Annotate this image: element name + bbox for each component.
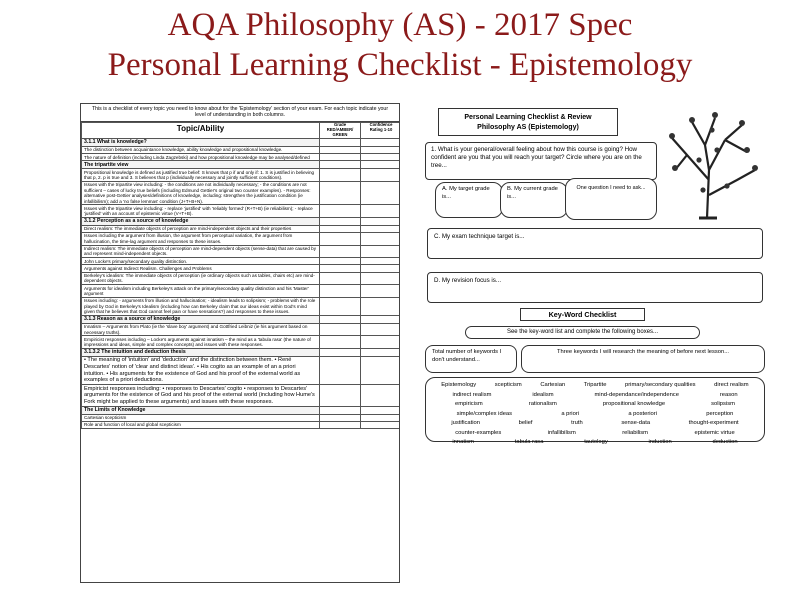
rag-cell	[320, 349, 361, 357]
checklist-body	[82, 138, 401, 428]
checklist-topic-text: Issues with the tripartite view including: - replace 'justified' with 'reliably formed' (R+T+B) (ie reliabilism); - replace 'justified' with an account of epistemic virtue (V+T+B).	[82, 205, 320, 218]
checklist-topic-text: Propositional knowledge is defined as justified true belief: S knows that p if and only if: 1. S is justified in believing that p, 2. p is true and 3. S believes that p (individually necessary and jointly sufficient conditions).	[82, 169, 320, 182]
revision-focus-box: D. My revision focus is...	[427, 272, 763, 303]
checklist-topic-row	[82, 258, 401, 265]
checklist-topic-row	[82, 265, 401, 272]
confidence-column-header: Confidence Rating 1-10	[361, 122, 401, 138]
confidence-cell	[361, 161, 401, 169]
rag-cell	[320, 265, 361, 272]
keyword: Epistemology	[441, 382, 477, 388]
keyword-row	[432, 429, 758, 439]
checklist-topic-text: Role and function of local and global scepticism	[82, 421, 320, 428]
rag-cell	[320, 315, 361, 323]
checklist-topic-row	[82, 233, 401, 246]
checklist-topic-row	[82, 357, 401, 385]
keyword: reliabilism	[622, 429, 649, 436]
confidence-cell	[361, 265, 401, 272]
keyword: perception	[706, 410, 734, 417]
checklist-topic-text: 3.1.3 Reason as a source of knowledge	[82, 315, 320, 323]
keyword: epistemic virtue	[694, 429, 735, 436]
checklist-topic-text: 3.1.1 What is knowledge?	[82, 138, 320, 146]
keyword: tabula rasa	[514, 439, 544, 445]
rag-cell	[320, 421, 361, 428]
confidence-cell	[361, 181, 401, 204]
checklist-table	[81, 122, 400, 429]
keyword: sense-data	[621, 420, 651, 426]
rag-cell	[320, 336, 361, 349]
keyword-total-box: Total number of keywords I don't understand...	[425, 345, 517, 373]
keyword: induction	[648, 439, 672, 445]
checklist-topic-text: Arguments for idealism including Berkeley's attack on the primary/secondary quality distinction and his 'Master' argument	[82, 285, 320, 298]
keyword: solipsism	[711, 401, 735, 407]
checklist-topic-row	[82, 297, 401, 315]
checklist-topic-row	[82, 225, 401, 232]
checklist-topic-row	[82, 323, 401, 336]
checklist-topic-text: Direct realism: The immediate objects of perception are mind-independent objects and their properties	[82, 225, 320, 232]
keyword: thought-experiment	[688, 420, 739, 426]
topic-column-header: Topic/Ability	[82, 122, 320, 138]
checklist-topic-text: The tripartite view	[82, 161, 320, 169]
keyword: counter-examples	[455, 429, 502, 436]
checklist-intro: This is a checklist of every topic you need to know about for the 'Epistemology' section of your exam. For each topic indicate your level of understanding in both columns.	[81, 104, 399, 122]
confidence-cell	[361, 357, 401, 385]
checklist-topic-text: Arguments against Indirect Realism. Challenges and Problems	[82, 265, 320, 272]
checklist-topic-text: The nature of definition (including Linda Zagzebski) and how propositional knowledge may be analysed/defined	[82, 154, 320, 161]
rag-cell	[320, 406, 361, 414]
checklist-topic-row	[82, 205, 401, 218]
checklist-topic-text: Indirect realism: The immediate objects of perception are mind-dependent objects (sense-data) that are caused by and represent mind-independent objects.	[82, 245, 320, 258]
checklist-topic-row	[82, 169, 401, 182]
keyword: empiricism	[455, 401, 483, 407]
keyword: Tripartite	[583, 382, 607, 388]
keyword: innatism	[452, 439, 474, 445]
page-title-line-2: Personal Learning Checklist - Epistemology	[107, 47, 693, 83]
confidence-cell	[361, 414, 401, 421]
confidence-cell	[361, 217, 401, 225]
keyword-research-box: Three keywords I will research the meaning of before next lesson...	[521, 345, 765, 373]
keyword-row	[432, 410, 758, 420]
keyword-row	[432, 419, 758, 429]
question-to-ask-box: One question I need to ask...	[565, 178, 657, 220]
checklist-topic-text: Issues including the argument from illusion, the argument from perceptual variation, the argument from hallucination, the time-lag argument and responses to these issues.	[82, 233, 320, 246]
checklist-topic-text: Cartesian scepticism	[82, 414, 320, 421]
checklist-topic-row	[82, 421, 401, 428]
checklist-section-row	[82, 349, 401, 357]
confidence-cell	[361, 233, 401, 246]
confidence-cell	[361, 225, 401, 232]
checklist-topic-text: Issues with the tripartite view including: - the conditions are not individually necessary; - the conditions are not sufficient – cases of lucky true beliefs (including Edmund Gettier's original two counter examples). - Responses: alternative post-Gettier analyses/definitions of knowledge, including: strengthen the justification condition (ie infallibilism); add a 'no false lemmas' condition (J+T+B+N).	[82, 181, 320, 204]
confidence-cell	[361, 421, 401, 428]
checklist-topic-text: John Locke's primary/secondary quality distinction.	[82, 258, 320, 265]
keyword: indirect realism	[452, 391, 492, 398]
current-grade-box: B. My current grade is...	[500, 182, 568, 218]
keyword: idealism	[532, 391, 554, 398]
confidence-cell	[361, 315, 401, 323]
checklist-topic-row	[82, 336, 401, 349]
confidence-cell	[361, 138, 401, 146]
keyword-row	[432, 438, 758, 448]
confidence-cell	[361, 385, 401, 407]
keyword: simple/complex ideas	[456, 410, 513, 417]
overall-feeling-question: 1. What is your general/overall feeling about how this course is going? How confident are you that you will reach your target? Circle where you are on the tree...	[425, 142, 657, 180]
confidence-cell	[361, 205, 401, 218]
confidence-cell	[361, 154, 401, 161]
keyword: reason	[719, 391, 738, 398]
rag-cell	[320, 414, 361, 421]
rag-cell	[320, 146, 361, 153]
checklist-section-row	[82, 406, 401, 414]
confidence-cell	[361, 323, 401, 336]
keyword: infallibilism	[547, 429, 576, 436]
rag-cell	[320, 285, 361, 298]
checklist-topic-row	[82, 285, 401, 298]
keyword: direct realism	[714, 382, 749, 388]
checklist-topic-text: Berkeley's idealism: The immediate objects of perception (ie ordinary objects such as tables, chairs etc) are mind-dependent objects.	[82, 272, 320, 285]
keyword: justification	[451, 420, 480, 426]
exam-technique-box: C. My exam technique target is...	[427, 228, 763, 259]
checklist-section-row	[82, 161, 401, 169]
rag-cell	[320, 138, 361, 146]
checklist-topic-text: Issues including: - arguments from illusion and hallucination; - idealism leads to solipsism; - problems with the role played by God in Berkeley's Idealism (including how can Berkeley claim that our ideas exist within God's mind given that he believes that God cannot feel pain or have sensations?) and responses to these issues.	[82, 297, 320, 315]
keyword: deduction	[712, 439, 738, 445]
checklist-document	[80, 103, 400, 583]
confidence-cell	[361, 297, 401, 315]
review-header	[438, 108, 618, 136]
keyword: rationalism	[528, 401, 557, 407]
checklist-topic-text: Innatism – Arguments from Plato (ie the 'slave boy' argument) and Gottfried Leibniz (ie his argument based on necessary truths).	[82, 323, 320, 336]
keyword: tautology	[584, 439, 608, 445]
confidence-cell	[361, 146, 401, 153]
checklist-topic-text: 3.1.2 Perception as a source of knowledge	[82, 217, 320, 225]
checklist-section-row	[82, 217, 401, 225]
confidence-cell	[361, 169, 401, 182]
checklist-topic-row	[82, 272, 401, 285]
keyword-row	[432, 391, 758, 401]
review-header-line-1: Personal Learning Checklist & Review	[464, 114, 592, 121]
rag-cell	[320, 385, 361, 407]
rag-cell	[320, 233, 361, 246]
target-grade-box: A. My target grade is...	[435, 182, 503, 218]
rag-cell	[320, 161, 361, 169]
rag-cell	[320, 217, 361, 225]
checklist-topic-row	[82, 245, 401, 258]
keyword: primary/secondary qualities	[625, 382, 696, 388]
blob-tree-illustration	[657, 100, 767, 220]
confidence-cell	[361, 285, 401, 298]
confidence-cell	[361, 272, 401, 285]
review-document	[425, 100, 770, 460]
keyword-row	[432, 400, 758, 410]
checklist-topic-text: The Limits of Knowledge	[82, 406, 320, 414]
keyword-row	[432, 381, 758, 391]
confidence-cell	[361, 336, 401, 349]
keyword: mind-dependance/independence	[594, 391, 679, 398]
rag-cell	[320, 323, 361, 336]
rag-cell	[320, 181, 361, 204]
checklist-topic-text: • The meaning of 'intuition' and 'deduction' and the distinction between them. • René Descartes' notion of 'clear and distinct ideas'. • His cogito as an example of an a priori intuition. • His arguments for the existence of God and his proof of the external world as examples of a priori deductions.	[82, 357, 320, 385]
checklist-topic-text: Empiricist responses including – Locke's arguments against innatism – the mind as a 'tabula rasa' (the nature of impressions and ideas, simple and complex concepts) and issues with these responses.	[82, 336, 320, 349]
confidence-cell	[361, 406, 401, 414]
checklist-section-row	[82, 138, 401, 146]
rag-cell	[320, 357, 361, 385]
rag-cell	[320, 154, 361, 161]
rag-cell	[320, 225, 361, 232]
keyword: truth	[571, 420, 583, 426]
keyword-checklist-header: Key-Word Checklist	[520, 308, 645, 321]
keyword: a priori	[561, 410, 580, 417]
rag-cell	[320, 205, 361, 218]
keyword-list	[425, 377, 765, 445]
checklist-topic-text: 3.1.3.2 The intuition and deduction thesis	[82, 349, 320, 357]
checklist-topic-row	[82, 385, 401, 407]
rag-column-header: Grade RED/AMBER/ GREEN	[320, 122, 361, 138]
keyword: belief	[518, 420, 533, 426]
review-header-line-2: Philosophy AS (Epistemology)	[477, 124, 579, 131]
checklist-section-row	[82, 315, 401, 323]
confidence-cell	[361, 245, 401, 258]
checklist-topic-row	[82, 414, 401, 421]
keyword: propositional knowledge	[602, 401, 666, 407]
keyword: Cartesian	[540, 382, 566, 388]
rag-cell	[320, 297, 361, 315]
checklist-topic-row	[82, 146, 401, 153]
rag-cell	[320, 258, 361, 265]
keyword-instruction: See the key-word list and complete the following boxes...	[465, 326, 700, 339]
checklist-topic-text: Empiricist responses including: • responses to Descartes' cogito • responses to Descartes' arguments for the existence of God and his proof of the external world (including how Hume's Fork might be applied to these arguments) and issues with these responses.	[82, 385, 320, 407]
rag-cell	[320, 169, 361, 182]
rag-cell	[320, 245, 361, 258]
checklist-topic-row	[82, 154, 401, 161]
keyword: scepticism	[494, 382, 522, 388]
checklist-header-row	[82, 122, 401, 138]
checklist-topic-row	[82, 181, 401, 204]
checklist-topic-text: The distinction between acquaintance knowledge, ability knowledge and propositional knowledge.	[82, 146, 320, 153]
confidence-cell	[361, 258, 401, 265]
keyword: a posteriori	[628, 410, 657, 417]
confidence-cell	[361, 349, 401, 357]
page-title-line-1: AQA Philosophy (AS) - 2017 Spec	[167, 7, 633, 43]
rag-cell	[320, 272, 361, 285]
